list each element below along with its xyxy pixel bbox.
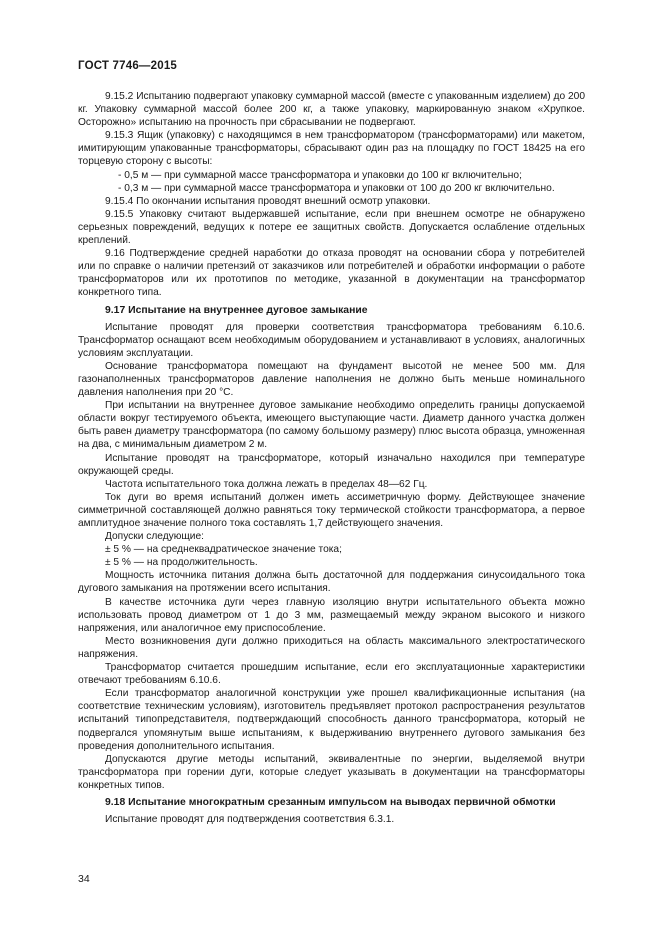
paragraph: Если трансформатор аналогичной конструкции уже прошел квалификационные испытания (на соответствие техническим условиям), изготовитель предъявляет протокол распространения результатов испытаний типопредставителя, подтверждающий способность данного трансформатора, который не подвергался упомянутым выше испытаниям, к выдерживанию внутреннего дугового замыкания без проведения дополнительного испытания. xyxy=(78,688,585,752)
paragraph: ± 5 % — на среднеквадратическое значение тока; xyxy=(105,544,342,556)
paragraph: В качестве источника дуги через главную изоляцию внутри испытательного объекта можно использовать провод диаметром от 1 до 3 мм, размещаемый между экраном высокого и низкого напряжения, или аналогичное ему приспособление. xyxy=(78,596,585,634)
paragraph: Ток дуги во время испытаний должен иметь ассиметричную форму. Действующее значение симметричной составляющей должно равняться току термической стойкости трансформатора, а первое амплитудное значение полного тока составлять 1,7 действующего значения. xyxy=(78,491,585,529)
paragraph: Испытание проводят для проверки соответствия трансформатора требованиям 6.10.6. Трансформатор оснащают всем необходимым оборудованием и устанавливают в условиях, аналогичных условиям эксплуатации. xyxy=(78,321,585,359)
paragraph: 9.16 Подтверждение средней наработки до отказа проводят на основании сбора у потребителей или по справке о наличии претензий от заказчиков или потребителей и обработки информации о работе трансформаторов или их прототипов по методике, указанной в документации на трансформатор конкретного типа. xyxy=(78,248,585,299)
paragraph: Трансформатор считается прошедшим испытание, если его эксплуатационные характеристики отвечают требованиям 6.10.6. xyxy=(78,662,585,687)
section-heading: 9.17 Испытание на внутреннее дуговое замыкание xyxy=(105,304,368,316)
section-heading: 9.18 Испытание многократным срезанным импульсом на выводах первичной обмотки xyxy=(105,796,556,808)
paragraph: Мощность источника питания должна быть достаточной для поддержания синусоидального тока дугового замыкания на протяжении всего испытания. xyxy=(78,570,585,595)
list-item: - 0,3 м — при суммарной массе трансформатора и упаковки от 100 до 200 кг включительно. xyxy=(118,182,555,194)
paragraph: Основание трансформатора помещают на фундамент высотой не менее 500 мм. Для газонаполненных трансформаторов давление наполнения не должно быть меньше номинального давления наполнения при 20 °С. xyxy=(78,360,585,399)
paragraph: Частота испытательного тока должна лежать в пределах 48—62 Гц. xyxy=(105,478,428,490)
document-header: ГОСТ 7746—2015 xyxy=(78,60,178,72)
paragraph: 9.15.4 По окончании испытания проводят внешний осмотр упаковки. xyxy=(105,195,431,207)
paragraph: Допуски следующие: xyxy=(105,531,204,543)
paragraph: Испытание проводят на трансформаторе, который изначально находился при температуре окружающей среды. xyxy=(78,452,585,477)
paragraph: 9.15.5 Упаковку считают выдержавшей испытание, если при внешнем осмотре не обнаружено серьезных повреждений, ведущих к потере ее защитных свойств. Допускается ослабление отдельных креплений. xyxy=(78,208,585,247)
paragraph: Испытание проводят для подтверждения соответствия 6.3.1. xyxy=(105,814,395,826)
paragraph: При испытании на внутреннее дуговое замыкание необходимо определить границы допускаемой области вокруг тестируемого объекта, имеющего выступающие части. Диаметр данного участка должен быть равен диаметру трансформатора (по самому большому размеру) плюс высота образца, умноженная на два, с минимальным диаметром 2 м. xyxy=(78,400,585,451)
document-body xyxy=(78,90,585,826)
paragraph: Допускаются другие методы испытаний, эквивалентные по энергии, выделяемой внутри трансформатора при горении дуги, которые следует указывать в документации на трансформаторы конкретных типов. xyxy=(78,753,585,791)
paragraph: ± 5 % — на продолжительность. xyxy=(105,557,258,569)
page-number: 34 xyxy=(78,873,90,885)
paragraph: Место возникновения дуги должно приходиться на область максимального электростатического напряжения. xyxy=(78,635,585,660)
paragraph: 9.15.3 Ящик (упаковку) с находящимся в нем трансформатором (трансформаторами) или макетом, имитирующим упакованные трансформаторы, сбрасывают один раз на площадку по ГОСТ 18425 на его торцевую сторону с высоты: xyxy=(78,130,585,168)
paragraph: 9.15.2 Испытанию подвергают упаковку суммарной массой (вместе с упакованным изделием) до 200 кг. Упаковку суммарной массой более 200 кг, а также упаковку, маркированную знаком «Хрупкое. Осторожно» испытанию на прочность при сбрасывании не подвергают. xyxy=(78,91,585,129)
list-item: - 0,5 м — при суммарной массе трансформатора и упаковки до 100 кг включительно; xyxy=(118,169,522,181)
